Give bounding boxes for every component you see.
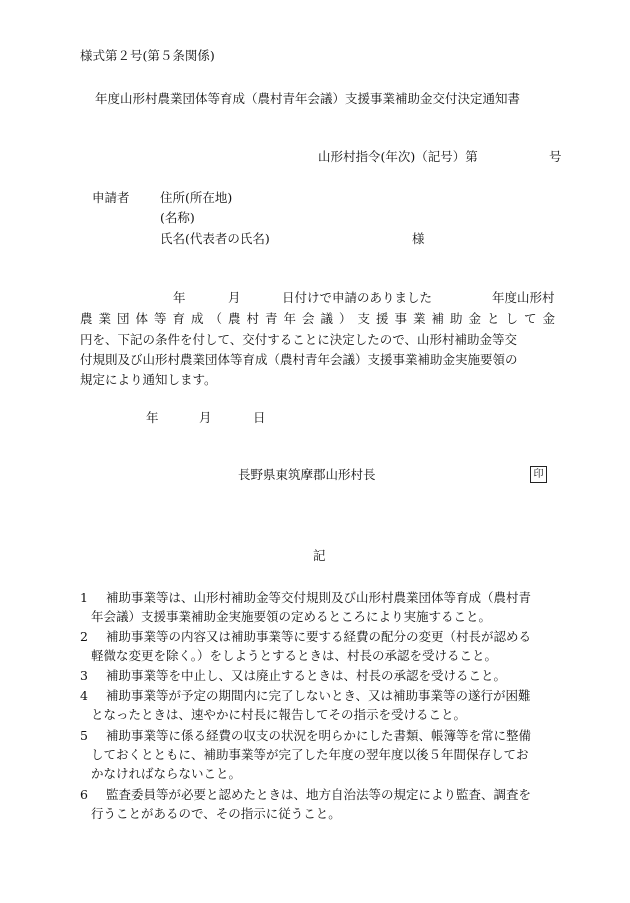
date-year: 年: [146, 410, 159, 425]
name-label: (名称): [160, 210, 195, 225]
condition-line: しておくとともに、補助事業等が完了した年度の翌年度以後５年間保存してお: [91, 747, 529, 762]
condition-number: 3: [80, 668, 88, 683]
body-line-4: 付規則及び山形村農業団体等育成（農村青年会議）支援事業補助金実施要領の: [80, 352, 518, 367]
applicant-heading: 申請者: [92, 190, 130, 205]
body-line-5: 規定により通知します。: [80, 372, 217, 387]
reference-prefix: 山形村指令(年次)（記号）第: [318, 149, 478, 164]
representative-label: 氏名(代表者の氏名): [160, 231, 270, 246]
date-month: 月: [199, 410, 212, 425]
condition-line: 補助事業等を中止し、又は廃止するときは、村長の承認を受けること。: [106, 668, 507, 683]
condition-number: 4: [80, 688, 88, 703]
condition-number: 5: [80, 728, 88, 743]
body-day-phrase: 日付けで申請のありました: [282, 290, 433, 305]
body-fiscal-year: 年度山形村: [492, 290, 555, 305]
body-line-3: 円を、下記の条件を付して、交付することに決定したので、山形村補助金等交: [80, 332, 518, 347]
condition-line: 監査委員等が必要と認めたときは、地方自治法等の規定により監査、調査を: [106, 787, 532, 802]
condition-line: 補助事業等は、山形村補助金等交付規則及び山形村農業団体等育成（農村青: [106, 590, 532, 605]
condition-number: 2: [80, 629, 88, 644]
condition-number: 6: [80, 787, 88, 802]
ki-marker: 記: [313, 548, 326, 563]
date-day: 日: [253, 410, 266, 425]
condition-line: 補助事業等に係る経費の収支の状況を明らかにした書類、帳簿等を常に整備: [106, 728, 532, 743]
condition-line: 補助事業等が予定の期間内に完了しないとき、又は補助事業等の遂行が困難: [106, 688, 531, 703]
issuer-name: 長野県東筑摩郡山形村長: [238, 467, 376, 482]
body-year: 年: [173, 290, 186, 305]
body-month: 月: [228, 290, 241, 305]
honorific: 様: [412, 231, 425, 246]
condition-line: 行うことがあるので、その指示に従うこと。: [91, 806, 341, 821]
condition-number: 1: [80, 590, 88, 605]
condition-line: となったときは、速やかに村長に報告してその指示を受けること。: [91, 707, 467, 722]
condition-line: 軽微な変更を除く。）をしようとするときは、村長の承認を受けること。: [91, 648, 498, 663]
condition-line: 年会議）支援事業補助金実施要領の定めるところにより実施すること。: [91, 609, 492, 624]
document-title: 年度山形村農業団体等育成（農村青年会議）支援事業補助金交付決定通知書: [95, 91, 521, 106]
seal-stamp: 印: [530, 466, 547, 483]
condition-line: 補助事業等の内容又は補助事業等に要する経費の配分の変更（村長が認める: [106, 629, 532, 644]
reference-suffix: 号: [549, 149, 562, 164]
body-line-2: 農業団体等育成（農村青年会議）支援事業補助金として金: [80, 311, 562, 326]
condition-line: かなければならないこと。: [91, 766, 242, 781]
address-label: 住所(所在地): [160, 190, 233, 205]
form-number: 様式第２号(第５条関係): [80, 48, 215, 63]
